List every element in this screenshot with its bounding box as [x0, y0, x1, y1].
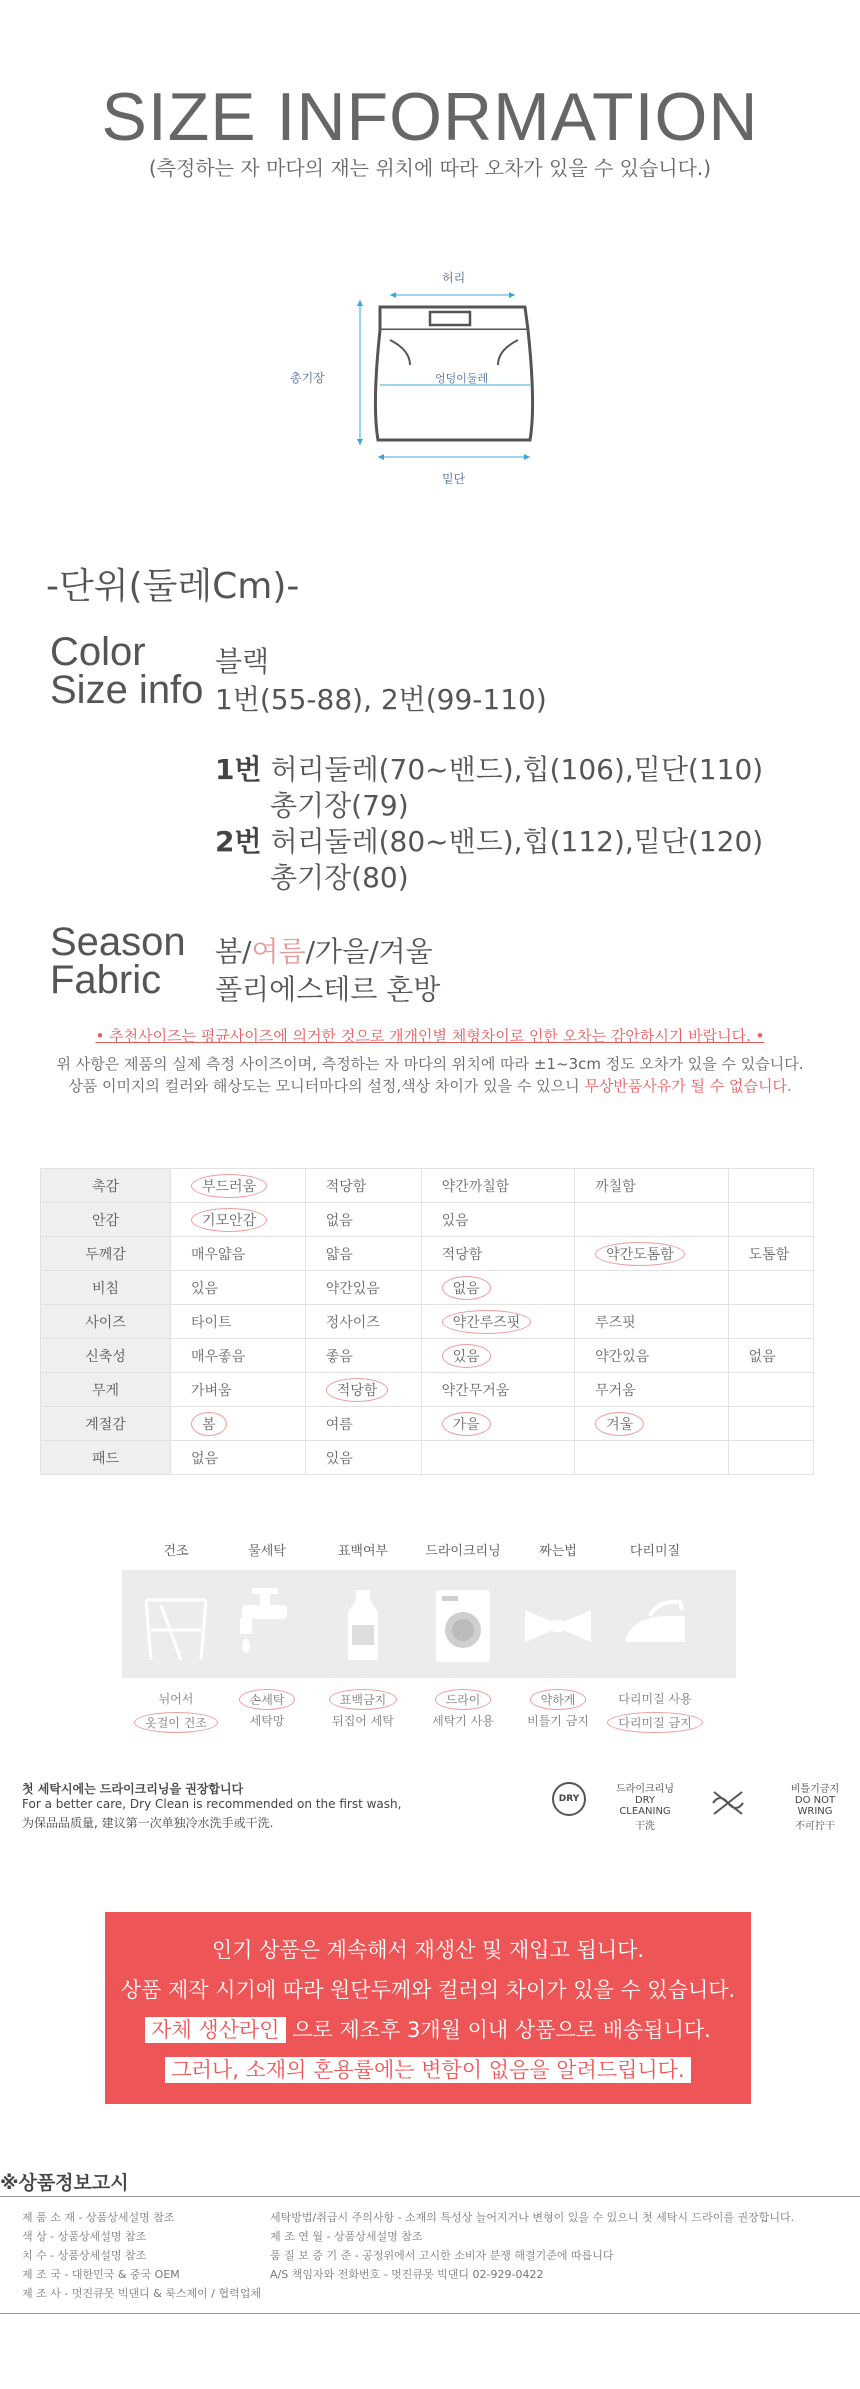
selected-property-value: 적당함	[326, 1378, 389, 1402]
page-subtitle: (측정하는 자 마다의 재는 위치에 따라 오차가 있을 수 있습니다.)	[148, 156, 712, 180]
care-title: 물세탁	[248, 1544, 286, 1559]
property-row	[41, 1441, 814, 1475]
selected-property-value: 약간루즈핏	[442, 1310, 532, 1334]
info-as: A/S 책임자와 전화번호 - 멋진큐못 빅댄디 02-929-0422	[270, 2268, 544, 2281]
property-value: 없음	[191, 1450, 219, 1467]
hem-label: 밑단	[442, 472, 466, 486]
info-color: 색 상 - 상품상세설명 참조	[22, 2230, 147, 2243]
color-notice: 상품 이미지의 컬러와 해상도는 모니터마다의 설정,색상 차이가 있을 수 있으니 무상반품사유가 될 수 없습니다.	[68, 1077, 792, 1095]
season-summer: 여름	[251, 935, 306, 968]
care-note-dry-top: 드라이	[408, 1689, 518, 1710]
property-cell	[305, 1441, 421, 1475]
property-cell	[728, 1271, 813, 1305]
size2-number: 2번	[215, 825, 262, 858]
hip-label: 엉덩이둘레	[435, 372, 489, 385]
property-cell	[171, 1237, 306, 1271]
property-value: 없음	[748, 1348, 776, 1365]
property-label: 안감	[41, 1203, 171, 1237]
property-value: 까칠함	[595, 1178, 636, 1195]
property-row	[41, 1203, 814, 1237]
care-title: 건조	[163, 1544, 189, 1559]
page-title: SIZE INFORMATION	[101, 79, 759, 155]
size2-measure: 허리둘레(80~밴드),힙(112),밑단(120)	[270, 825, 764, 858]
recommend-notice: • 추천사이즈는 평균사이즈에 의거한 것으로 개개인별 체형차이로 인한 오차는 감안하시기 바랍니다. •	[95, 1027, 765, 1045]
length-label: 총기장	[290, 371, 325, 385]
wash-note-en: For a better care, Dry Clean is recommended on the first wash,	[22, 1797, 402, 1811]
property-value: 여름	[325, 1416, 353, 1433]
property-value: 있음	[325, 1450, 353, 1467]
property-cell	[305, 1305, 421, 1339]
wring-icon	[513, 1580, 603, 1670]
info-size: 치 수 - 상품상세설명 참조	[22, 2249, 147, 2262]
unit-label: -단위(둘레Cm)-	[46, 566, 300, 607]
care-note-dry-bottom: 세탁기 사용	[432, 1714, 494, 1728]
selected-property-value: 약간도톰함	[595, 1242, 685, 1266]
property-value: 약간있음	[595, 1348, 650, 1365]
season-label: Season	[50, 920, 186, 964]
property-label: 사이즈	[41, 1305, 171, 1339]
dry-clean-icon: DRY	[552, 1782, 586, 1816]
property-value: 매우얇음	[191, 1246, 246, 1263]
property-value: 도톰함	[748, 1246, 790, 1263]
size-info-value: 1번(55-88), 2번(99-110)	[215, 683, 547, 716]
care-note-iron-top: 다리미질 사용	[618, 1692, 692, 1706]
property-row	[41, 1407, 814, 1441]
care-note-drying-bottom: 옷걸이 건조	[121, 1712, 231, 1733]
property-cell	[305, 1237, 421, 1271]
info-warranty: 품 질 보 증 기 준 - 공정위에서 고시한 소비자 분쟁 해결기준에 따릅니다	[270, 2249, 614, 2262]
property-cell	[171, 1441, 306, 1475]
property-value: 약간까칠함	[441, 1178, 510, 1195]
property-cell	[728, 1373, 813, 1407]
size2-row	[215, 820, 763, 860]
selected-property-value: 겨울	[595, 1412, 644, 1436]
property-row	[41, 1305, 814, 1339]
property-cell	[421, 1237, 574, 1271]
property-value: 가벼움	[191, 1382, 232, 1399]
property-label: 두께감	[41, 1237, 171, 1271]
property-cell	[575, 1305, 728, 1339]
property-value: 좋음	[325, 1348, 353, 1365]
property-cell	[305, 1271, 421, 1305]
fabric-properties-table	[40, 1168, 814, 1475]
property-value: 적당함	[441, 1246, 483, 1263]
info-material: 제 품 소 재 - 상품상세설명 참조	[22, 2211, 175, 2224]
property-cell	[728, 1441, 813, 1475]
selected-property-value: 가을	[442, 1412, 491, 1436]
info-care: 세탁방법/취급시 주의사항 - 소재의 특성상 늘어지거나 변형이 있을 수 있으니 첫 세탁시 드라이를 권장합니다.	[270, 2211, 795, 2224]
property-cell	[575, 1441, 728, 1475]
season-value: 봄/여름/가을/겨울	[215, 935, 433, 968]
property-value: 있음	[191, 1280, 219, 1297]
care-note-wring-bottom: 비틀기 금지	[527, 1714, 589, 1728]
property-cell	[305, 1339, 421, 1373]
property-value: 무거움	[595, 1382, 636, 1399]
no-wring-label: 비틀기금지 DO NOT WRING 不可拧干	[790, 1784, 840, 1832]
property-cell	[575, 1407, 728, 1441]
property-value: 매우좋음	[191, 1348, 246, 1365]
property-cell	[728, 1169, 813, 1203]
property-value: 적당함	[325, 1178, 367, 1195]
care-note-bleach-top: 표백금지	[308, 1689, 418, 1710]
property-value: 타이트	[191, 1314, 232, 1331]
color-label: Color	[50, 630, 146, 674]
size-info-label: Size info	[50, 668, 204, 712]
restock-banner	[105, 1912, 751, 2104]
size2-length: 총기장(80)	[270, 861, 409, 894]
property-value: 정사이즈	[325, 1314, 380, 1331]
property-cell	[421, 1271, 574, 1305]
selected-property-value: 없음	[442, 1276, 491, 1300]
property-label: 패드	[41, 1441, 171, 1475]
property-value: 얇음	[325, 1246, 353, 1263]
property-label: 촉감	[41, 1169, 171, 1203]
property-cell	[421, 1373, 574, 1407]
selected-property-value: 봄	[191, 1412, 227, 1436]
bleach-bottle-icon	[318, 1580, 408, 1670]
property-row	[41, 1339, 814, 1373]
selected-property-value: 부드러움	[191, 1174, 267, 1198]
property-cell	[305, 1203, 421, 1237]
property-cell	[171, 1203, 306, 1237]
info-date: 제 조 연 월 - 상품상세설명 참조	[270, 2230, 423, 2243]
care-title: 다리미질	[629, 1544, 681, 1559]
product-info-box	[0, 2196, 860, 2314]
property-label: 비침	[41, 1271, 171, 1305]
fabric-value: 폴리에스테르 혼방	[215, 973, 441, 1006]
property-cell	[171, 1169, 306, 1203]
care-note-wash-bottom: 세탁망	[249, 1714, 285, 1728]
no-wring-icon	[708, 1788, 748, 1822]
size-diagram	[280, 265, 620, 495]
property-value: 있음	[441, 1212, 469, 1229]
banner-line-3: 자체 생산라인 으로 제조후 3개월 이내 상품으로 배송됩니다.	[105, 2014, 751, 2044]
wash-note-zh: 为保品品质量, 建议第一次单独冷水洗手或干洗.	[22, 1816, 274, 1830]
property-cell	[171, 1407, 306, 1441]
iron-icon	[610, 1580, 700, 1670]
property-cell	[728, 1203, 813, 1237]
property-cell	[575, 1203, 728, 1237]
fabric-label: Fabric	[50, 958, 162, 1002]
size1-measure: 허리둘레(70~밴드),힙(106),밑단(110)	[270, 753, 764, 786]
care-note-iron-bottom: 다리미질 금지	[600, 1712, 710, 1733]
property-cell	[421, 1169, 574, 1203]
care-title: 표백여부	[337, 1544, 389, 1559]
property-cell	[171, 1373, 306, 1407]
property-cell	[575, 1373, 728, 1407]
info-country: 제 조 국 - 대한민국 & 중국 OEM	[22, 2268, 180, 2281]
property-value: 약간무거움	[441, 1382, 510, 1399]
property-cell	[728, 1237, 813, 1271]
selected-property-value: 기모안감	[191, 1208, 267, 1232]
property-label: 무게	[41, 1373, 171, 1407]
property-row	[41, 1169, 814, 1203]
property-cell	[171, 1339, 306, 1373]
property-label: 계절감	[41, 1407, 171, 1441]
property-cell	[575, 1339, 728, 1373]
property-cell	[171, 1305, 306, 1339]
size1-length: 총기장(79)	[270, 789, 409, 822]
property-row	[41, 1237, 814, 1271]
property-value: 없음	[325, 1212, 353, 1229]
property-cell	[575, 1237, 728, 1271]
size1-row	[215, 748, 763, 788]
care-title: 짜는법	[539, 1544, 577, 1559]
property-cell	[575, 1271, 728, 1305]
property-cell	[421, 1339, 574, 1373]
property-cell	[728, 1339, 813, 1373]
property-cell	[421, 1441, 574, 1475]
color-value: 블랙	[215, 645, 270, 678]
measure-notice: 위 사항은 제품의 실제 측정 사이즈이며, 측정하는 자 마다의 위치에 따라 ±1~3cm 정도 오차가 있을 수 있습니다.	[56, 1055, 804, 1073]
property-cell	[171, 1271, 306, 1305]
property-cell	[728, 1407, 813, 1441]
property-cell	[305, 1407, 421, 1441]
waist-label: 허리	[442, 271, 466, 285]
care-note-wring-top: 약하게	[503, 1689, 613, 1710]
property-row	[41, 1271, 814, 1305]
size1-number: 1번	[215, 753, 262, 786]
dry-clean-label: 드라이크리닝 DRY CLEANING 干洗	[616, 1784, 674, 1832]
property-cell	[575, 1169, 728, 1203]
property-cell	[305, 1373, 421, 1407]
property-cell	[421, 1407, 574, 1441]
product-info-title: ※상품정보고시	[0, 2172, 129, 2194]
property-cell	[421, 1203, 574, 1237]
banner-line-1: 인기 상품은 계속해서 재생산 및 재입고 됩니다.	[211, 1938, 645, 1962]
property-label: 신축성	[41, 1339, 171, 1373]
banner-line-2: 상품 제작 시기에 따라 원단두께와 컬러의 차이가 있을 수 있습니다.	[120, 1978, 736, 2002]
property-row	[41, 1373, 814, 1407]
property-cell	[728, 1305, 813, 1339]
care-note-drying-top: 뉘어서	[158, 1692, 194, 1706]
property-value: 루즈핏	[595, 1314, 636, 1331]
wash-note-ko: 첫 세탁시에는 드라이크리닝을 권장합니다	[22, 1782, 244, 1796]
selected-property-value: 있음	[442, 1344, 491, 1368]
faucet-icon	[222, 1580, 312, 1670]
property-value: 약간있음	[325, 1280, 380, 1297]
care-title: 드라이크리닝	[425, 1544, 501, 1559]
property-cell	[421, 1305, 574, 1339]
no-refund-notice: 무상반품사유가 될 수 없습니다.	[584, 1077, 792, 1095]
drying-rack-icon	[131, 1580, 221, 1670]
care-note-wash-top: 손세탁	[212, 1689, 322, 1710]
info-maker: 제 조 사 - 멋진큐못 빅댄디 & 룩스제이 / 협력업체	[22, 2287, 261, 2300]
washing-machine-icon	[418, 1580, 508, 1670]
property-cell	[305, 1169, 421, 1203]
care-note-bleach-bottom: 뒤집어 세탁	[332, 1714, 394, 1728]
banner-line-4: 그러나, 소재의 혼용률에는 변함이 없음을 알려드립니다.	[105, 2054, 751, 2084]
